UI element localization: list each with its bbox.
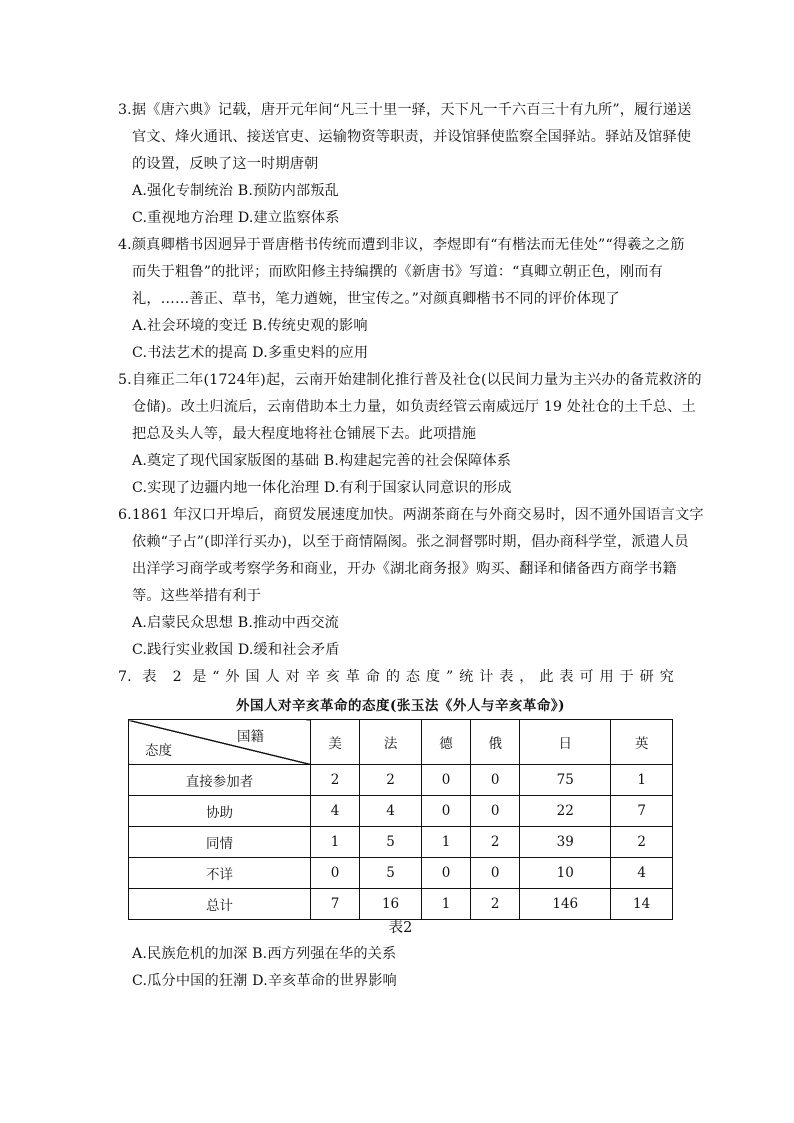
q3-line-1: 3.据《唐六典》记载，唐开元年间“凡三十里一驿，天下凡一千六百三十有九所”，履行递送 bbox=[118, 102, 692, 118]
table-cell: 4 bbox=[611, 858, 673, 889]
q4-line-1: 4.颜真卿楷书因迥异于晋唐楷书传统而遭到非议，李煜即有“有楷法而无佳处”“得羲之之筋 bbox=[118, 237, 685, 253]
table-cell: 2 bbox=[471, 889, 520, 920]
table-title: 外国人对辛亥革命的态度(张玉法《外人与辛亥革命》) bbox=[235, 698, 566, 714]
table-cell: 0 bbox=[421, 858, 470, 889]
table-cell: 7 bbox=[311, 889, 360, 920]
row-label: 协助 bbox=[129, 796, 311, 827]
row-label: 总计 bbox=[129, 889, 311, 920]
q7-choices-ab: A.民族危机的加深 B.西方列强在华的关系 bbox=[132, 946, 397, 962]
table-cell: 5 bbox=[360, 827, 422, 858]
table-row bbox=[129, 858, 673, 889]
q5-choices-ab: A.奠定了现代国家版图的基础 B.构建起完善的社会保障体系 bbox=[132, 453, 512, 469]
q6-line-3: 出洋学习商学或考察学务和商业，开办《湖北商务报》购买、翻译和储备西方商学书籍 bbox=[132, 561, 677, 577]
table-cell: 1 bbox=[421, 889, 470, 920]
q4-line-2: 而失于粗鲁”的批评；而欧阳修主持编撰的《新唐书》写道：“真卿立朝正色，刚而有 bbox=[132, 264, 663, 280]
row-label: 同情 bbox=[129, 827, 311, 858]
q6-choices-cd: C.践行实业救国 D.缓和社会矛盾 bbox=[132, 642, 340, 658]
table-caption: 表2 bbox=[388, 920, 413, 936]
attitude-table bbox=[128, 719, 673, 920]
q7-stem: 7. 表 2 是“外国人对辛亥革命的态度”统计表，此表可用于研究 bbox=[118, 669, 674, 685]
q6-line-4: 等。这些举措有利于 bbox=[132, 588, 262, 604]
table-cell: 2 bbox=[611, 827, 673, 858]
table-cell: 1 bbox=[311, 827, 360, 858]
table-row bbox=[129, 827, 673, 858]
table-cell: 4 bbox=[360, 796, 422, 827]
q3-line-2: 官文、烽火通讯、接送官吏、运输物资等职责，并设馆驿使监察全国驿站。驿站及馆驿使 bbox=[132, 129, 692, 145]
country-ru: 俄 bbox=[471, 720, 520, 765]
table-cell: 5 bbox=[360, 858, 422, 889]
q3-choices-cd: C.重视地方治理 D.建立监察体系 bbox=[132, 210, 340, 226]
table-cell: 2 bbox=[471, 827, 520, 858]
q3-choices-ab: A.强化专制统治 B.预防内部叛乱 bbox=[132, 183, 340, 199]
table-cell: 10 bbox=[520, 858, 611, 889]
table-cell: 0 bbox=[421, 796, 470, 827]
q4-line-3: 礼，……善正、草书，笔力遒婉，世宝传之。”对颜真卿楷书不同的评价体现了 bbox=[132, 291, 620, 307]
country-de: 德 bbox=[421, 720, 470, 765]
table-cell: 0 bbox=[471, 765, 520, 796]
q6-line-2: 依赖“子占”(即洋行买办)，以至于商情隔阂。张之洞督鄂时期，倡办商科学堂，派遣人员 bbox=[132, 534, 689, 550]
table-cell: 16 bbox=[360, 889, 422, 920]
q4-choices-ab: A.社会环境的变迁 B.传统史观的影响 bbox=[132, 318, 368, 334]
table-header-row bbox=[129, 720, 673, 765]
header-nationality: 国籍 bbox=[237, 729, 264, 745]
q5-line-3: 把总及头人等，最大程度地将社仓铺展下去。此项措施 bbox=[132, 426, 477, 442]
table-cell: 7 bbox=[611, 796, 673, 827]
table-cell: 1 bbox=[421, 827, 470, 858]
table-cell: 0 bbox=[311, 858, 360, 889]
q5-line-1: 5.自雍正二年(1724年)起，云南开始建制化推行普及社仓(以民间力量为主兴办的备荒救济的 bbox=[118, 372, 702, 388]
q5-choices-cd: C.实现了边疆内地一体化治理 D.有利于国家认同意识的形成 bbox=[132, 480, 512, 496]
table-cell: 146 bbox=[520, 889, 611, 920]
country-jp: 日 bbox=[520, 720, 611, 765]
table-cell: 75 bbox=[520, 765, 611, 796]
table-row bbox=[129, 796, 673, 827]
q5-line-2: 仓储)。改土归流后，云南借助本土力量，如负责经管云南威远厅 19 处社仓的土千总、土 bbox=[132, 399, 696, 415]
table-row bbox=[129, 765, 673, 796]
table-cell: 22 bbox=[520, 796, 611, 827]
table-cell: 1 bbox=[611, 765, 673, 796]
table-cell: 2 bbox=[360, 765, 422, 796]
table-cell: 4 bbox=[311, 796, 360, 827]
table-cell: 0 bbox=[421, 765, 470, 796]
q7-choices-cd: C.瓜分中国的狂潮 D.辛亥革命的世界影响 bbox=[132, 973, 397, 989]
table-cell: 0 bbox=[471, 796, 520, 827]
table-corner-cell bbox=[129, 720, 311, 765]
q3-line-3: 的设置，反映了这一时期唐朝 bbox=[132, 156, 319, 172]
row-label: 直接参加者 bbox=[129, 765, 311, 796]
country-fr: 法 bbox=[360, 720, 422, 765]
header-attitude: 态度 bbox=[145, 743, 172, 759]
table-cell: 0 bbox=[471, 858, 520, 889]
table-cell: 2 bbox=[311, 765, 360, 796]
country-uk: 英 bbox=[611, 720, 673, 765]
q4-choices-cd: C.书法艺术的提高 D.多重史料的应用 bbox=[132, 345, 369, 361]
q6-choices-ab: A.启蒙民众思想 B.推动中西交流 bbox=[132, 615, 340, 631]
row-label: 不详 bbox=[129, 858, 311, 889]
country-us: 美 bbox=[311, 720, 360, 765]
table-row bbox=[129, 889, 673, 920]
table-cell: 14 bbox=[611, 889, 673, 920]
q6-line-1: 6.1861 年汉口开埠后，商贸发展速度加快。两湖茶商在与外商交易时，因不通外国语言文字 bbox=[118, 507, 704, 523]
table-cell: 39 bbox=[520, 827, 611, 858]
